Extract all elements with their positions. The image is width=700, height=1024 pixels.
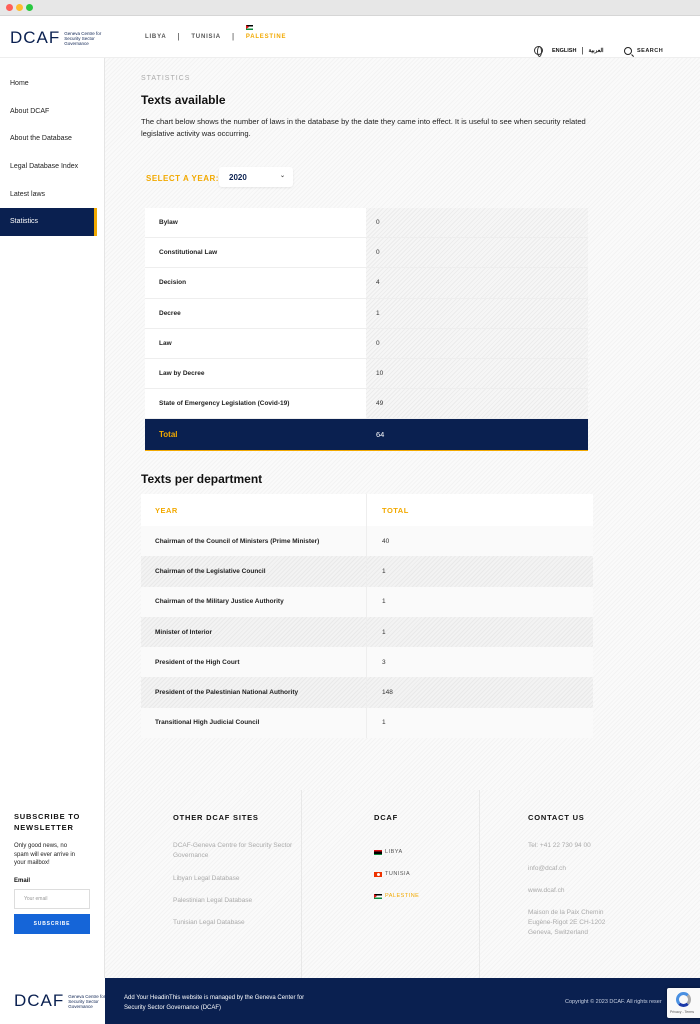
department-total: 1 xyxy=(382,567,386,575)
column-header-year: YEAR xyxy=(141,494,367,526)
footer-link[interactable]: Libyan Legal Database xyxy=(173,875,240,882)
table-row xyxy=(145,329,588,359)
footer-country-palestine[interactable] xyxy=(374,893,419,899)
row-value: 4 xyxy=(366,268,588,298)
table-row xyxy=(145,208,588,238)
bottom-bar xyxy=(105,978,700,1024)
site-header xyxy=(0,16,700,58)
nav-separator: | xyxy=(231,32,235,41)
department-name: Chairman of the Council of Ministers (Prime Minister) xyxy=(141,526,367,556)
lang-separator: | xyxy=(581,46,584,55)
footer-heading: DCAF xyxy=(374,813,399,822)
copyright-text: Copyright © 2023 DCAF. All rights reser xyxy=(565,999,662,1005)
row-value: 0 xyxy=(366,208,588,238)
contact-website[interactable]: www.dcaf.ch xyxy=(528,887,565,894)
table-header xyxy=(141,494,593,526)
sidebar-item-about-dcaf[interactable]: About DCAF xyxy=(10,107,50,115)
country-link-palestine-label: PALESTINE xyxy=(245,33,287,40)
table-row xyxy=(141,587,593,617)
sidebar xyxy=(0,58,105,790)
department-name: Transitional High Judicial Council xyxy=(141,708,367,738)
page-title: Texts available xyxy=(141,93,226,107)
palestine-flag-icon xyxy=(246,25,253,30)
table-row xyxy=(141,617,593,647)
footer-link[interactable]: DCAF-Geneva Centre for Security Sector Governance xyxy=(173,842,293,859)
department-name: Chairman of the Military Justice Authority xyxy=(141,587,367,617)
logo-mark: DCAF xyxy=(10,28,61,47)
table-row xyxy=(141,556,593,586)
footer-logo[interactable] xyxy=(0,978,105,1024)
footer-other-sites xyxy=(105,790,302,978)
libya-flag-icon xyxy=(374,850,382,855)
year-select-label: SELECT A YEAR: xyxy=(146,174,219,183)
dcaf-logo xyxy=(14,991,112,1011)
newsletter-email-input[interactable]: Your email xyxy=(14,889,90,909)
contact-phone[interactable]: Tel: +41 22 730 94 00 xyxy=(528,842,591,849)
main-content xyxy=(105,58,700,790)
chevron-down-icon: ⌄ xyxy=(279,173,285,179)
year-select-value: 2020 xyxy=(229,172,247,182)
total-row xyxy=(145,419,588,451)
department-name: Chairman of the Legislative Council xyxy=(141,556,367,586)
globe-icon xyxy=(534,46,543,55)
department-table xyxy=(141,494,593,738)
table-body xyxy=(141,526,593,738)
row-label: Law xyxy=(145,329,366,359)
footer-country-libya[interactable] xyxy=(374,849,403,855)
minimize-window-icon[interactable] xyxy=(16,4,23,11)
row-value: 49 xyxy=(366,389,588,419)
lang-arabic[interactable]: العربية xyxy=(588,47,604,54)
email-label: Email xyxy=(14,878,31,884)
sidebar-item-home[interactable]: Home xyxy=(10,80,29,88)
maximize-window-icon[interactable] xyxy=(26,4,33,11)
dcaf-logo[interactable] xyxy=(10,28,108,48)
footer-link[interactable]: Tunisian Legal Database xyxy=(173,919,245,926)
footer-country-label: PALESTINE xyxy=(385,893,420,899)
footer-country-tunisia[interactable] xyxy=(374,871,410,877)
department-name: Minister of Interior xyxy=(141,617,367,647)
row-value: 0 xyxy=(366,238,588,268)
table-row xyxy=(141,647,593,677)
row-value: 10 xyxy=(366,359,588,389)
language-switcher xyxy=(534,46,604,55)
law-types-table xyxy=(145,208,588,451)
total-label: Total xyxy=(159,430,178,440)
footer-link[interactable]: Palestinian Legal Database xyxy=(173,897,253,904)
recaptcha-icon xyxy=(676,992,691,1007)
table-row xyxy=(145,359,588,389)
table-row xyxy=(141,708,593,738)
department-total: 1 xyxy=(382,628,386,636)
table-row xyxy=(141,526,593,556)
department-total: 1 xyxy=(382,719,386,727)
search-icon xyxy=(624,47,632,55)
sidebar-item-legal-index[interactable]: Legal Database Index xyxy=(10,163,79,171)
department-total: 40 xyxy=(382,537,390,545)
lang-english[interactable]: ENGLISH xyxy=(552,47,577,54)
row-label: Law by Decree xyxy=(145,359,366,389)
newsletter-title: SUBSCRIBE TO NEWSLETTER xyxy=(14,812,81,832)
table-row xyxy=(145,299,588,329)
year-select[interactable] xyxy=(219,167,293,187)
logo-subtitle: Geneva Centre for Security Sector Governance xyxy=(68,993,106,1009)
total-value: 64 xyxy=(376,430,385,440)
column-header-total: TOTAL xyxy=(382,505,409,515)
sidebar-item-about-database[interactable]: About the Database xyxy=(10,135,72,143)
country-nav xyxy=(145,32,286,41)
department-total: 3 xyxy=(382,658,386,666)
newsletter-text: Only good news, no spam will ever arrive in your mailbox! xyxy=(14,843,76,867)
search-button[interactable] xyxy=(624,47,663,55)
department-name: President of the Palestinian National Authority xyxy=(141,677,367,707)
row-label: Decision xyxy=(145,268,366,298)
table-row xyxy=(145,268,588,298)
footer-dcaf xyxy=(302,790,480,978)
contact-email[interactable]: info@dcaf.ch xyxy=(528,865,567,872)
sidebar-item-latest-laws[interactable]: Latest laws xyxy=(10,190,46,198)
sidebar-item-statistics[interactable]: Statistics xyxy=(0,208,97,236)
tunisia-flag-icon xyxy=(374,872,382,877)
browser-chrome xyxy=(0,0,700,16)
contact-address: Maison de la Paix Chemin Eugène-Rigot 2E CH-1202 Geneva, Switzerland xyxy=(528,909,606,936)
nav-separator: | xyxy=(177,32,181,41)
row-value: 1 xyxy=(366,299,588,329)
close-window-icon[interactable] xyxy=(6,4,13,11)
subscribe-button[interactable]: SUBSCRIBE xyxy=(14,914,90,934)
recaptcha-badge[interactable] xyxy=(667,988,700,1018)
row-label: Bylaw xyxy=(145,208,366,238)
section-label: STATISTICS xyxy=(141,75,191,82)
footer-country-label: LIBYA xyxy=(385,849,403,855)
search-label: SEARCH xyxy=(637,48,664,54)
footer-heading: CONTACT US xyxy=(528,813,585,822)
table-row xyxy=(145,238,588,268)
department-total: 148 xyxy=(382,689,393,697)
footer-heading: OTHER DCAF SITES xyxy=(173,813,259,822)
table-row xyxy=(145,389,588,419)
department-name: President of the High Court xyxy=(141,647,367,677)
logo-mark: DCAF xyxy=(14,991,65,1010)
row-label: Decree xyxy=(145,299,366,329)
country-link-palestine[interactable] xyxy=(246,34,286,40)
logo-subtitle: Geneva Centre for Security Sector Governance xyxy=(64,30,102,46)
department-total: 1 xyxy=(382,598,386,606)
managed-by-text: Add Your HeadinThis website is managed by the Geneva Center for Security Sector Governance (DCAF) xyxy=(124,995,305,1011)
department-section-title: Texts per department xyxy=(141,472,263,486)
palestine-flag-icon xyxy=(374,894,382,899)
row-label: Constitutional Law xyxy=(145,238,366,268)
country-link-libya[interactable]: LIBYA xyxy=(145,33,167,40)
page-description: The chart below shows the number of laws in the database by the date they came into effect. It is useful to see when security related legislative activity was occurring. xyxy=(141,117,586,138)
row-label: State of Emergency Legislation (Covid-19) xyxy=(145,389,366,419)
newsletter-section xyxy=(0,790,105,978)
country-link-tunisia[interactable]: TUNISIA xyxy=(191,33,221,40)
table-row xyxy=(141,677,593,707)
footer-contact xyxy=(480,790,700,978)
recaptcha-terms[interactable]: Privacy - Terms xyxy=(670,1010,695,1014)
site-footer xyxy=(105,790,700,978)
row-value: 0 xyxy=(366,329,588,359)
footer-country-label: TUNISIA xyxy=(385,871,411,877)
